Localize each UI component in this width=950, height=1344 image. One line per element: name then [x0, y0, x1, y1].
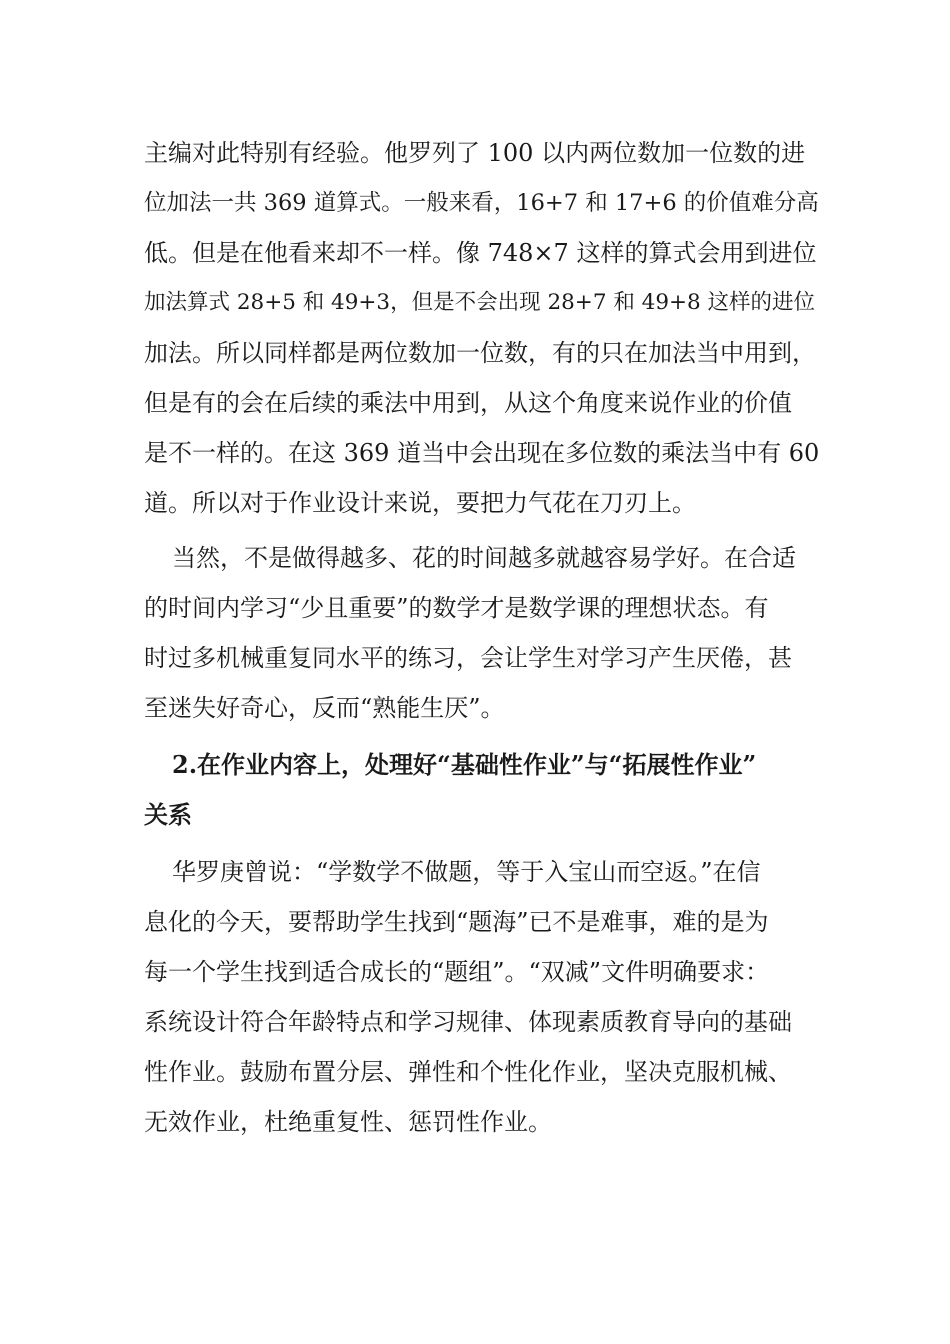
paragraph-line: 至迷失好奇心，反而“熟能生厌”。 [144, 694, 505, 722]
paragraph-line: 位加法一共 369 道算式。一般来看，16+7 和 17+6 的价值难分高 [144, 190, 819, 216]
section-heading-2 [144, 740, 824, 840]
paragraph-line: 加法算式 28+5 和 49+3，但是不会出现 28+7 和 49+8 这样的进位 [144, 290, 816, 315]
heading-line: 关系 [144, 800, 192, 829]
paragraph-line: 息化的今天，要帮助学生找到“题海”已不是难事，难的是为 [144, 908, 769, 936]
paragraph-line: 但是有的会在后续的乘法中用到，从这个角度来说作业的价值 [144, 389, 792, 417]
paragraph-line: 性作业。鼓励布置分层、弹性和个性化作业，坚决克服机械、 [144, 1058, 792, 1086]
paragraph-less-is-more [144, 533, 824, 733]
paragraph-line: 无效作业，杜绝重复性、惩罚性作业。 [144, 1108, 552, 1136]
paragraph-line: 每一个学生找到适合成长的“题组”。“双减”文件明确要求： [144, 958, 770, 986]
paragraph-line: 当然，不是做得越多、花的时间越多就越容易学好。在合适 [172, 544, 796, 572]
heading-line: 2.在作业内容上，处理好“基础性作业”与“拓展性作业” [172, 750, 757, 779]
paragraph-line: 系统设计符合年龄特点和学习规律、体现素质教育导向的基础 [144, 1008, 792, 1036]
paragraph-line: 的时间内学习“少且重要”的数学才是数学课的理想状态。有 [144, 594, 769, 622]
paragraph-line: 是不一样的。在这 369 道当中会出现在多位数的乘法当中有 60 [144, 439, 820, 467]
paragraph-line: 低。但是在他看来却不一样。像 748×7 这样的算式会用到进位 [144, 239, 817, 267]
paragraph-homework-value [144, 128, 824, 528]
paragraph-line: 道。所以对于作业设计来说，要把力气花在刀刃上。 [144, 489, 696, 517]
paragraph-line: 主编对此特别有经验。他罗列了 100 以内两位数加一位数的进 [144, 139, 806, 167]
paragraph-line: 时过多机械重复同水平的练习，会让学生对学习产生厌倦，甚 [144, 644, 792, 672]
paragraph-line: 加法。所以同样都是两位数加一位数，有的只在加法当中用到， [144, 339, 816, 367]
paragraph-hua-luogeng [144, 847, 824, 1147]
paragraph-line: 华罗庚曾说：“学数学不做题，等于入宝山而空返。”在信 [172, 858, 761, 886]
